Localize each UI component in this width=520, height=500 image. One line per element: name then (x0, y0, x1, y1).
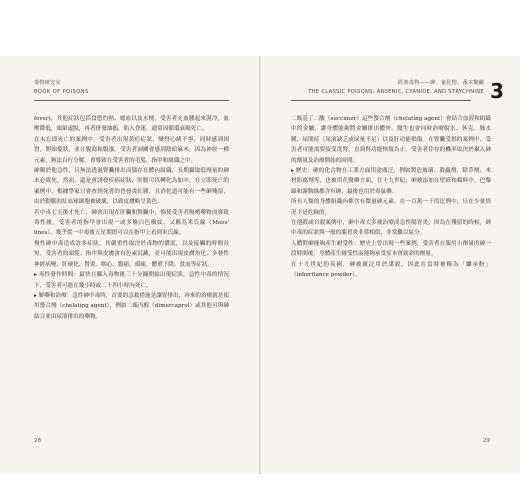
body-text (291, 114, 491, 281)
body-text (34, 114, 229, 322)
paragraph: 若中毒七天後才死亡，砷會出現在肝臟和腎臟中，倘使受害者吸嗜藥物而導致毒性後，受害者的指甲會出現一或多條白色橫紋，又稱為米氏線（Mees' lines）。幾乎從一中毒後五星期即可以在指甲上看到米氏線。 (34, 209, 229, 237)
paragraph: 慢性砷中毒造成許多症狀，其嚴重性取決於毒物的濃度，以及接觸的時間長短。受害者的頭髮、指甲與皮膚會有色素沉澱，並可能出現皮膚角化、多發性神經病變、肝硬化、腎炎、咽心、腹痛、頭痛、體重下降、貧血等症狀。 (34, 240, 229, 268)
paragraph: ▸ 毒性發作時間：最快在攝入毒物後三十分鐘開始出現症狀，急性中毒的情況下，受害者可能在幾小時或二十四小時內死亡。 (34, 272, 229, 289)
left-page (0, 56, 259, 474)
right-page (261, 56, 520, 474)
paragraph: 所有人類的身體組織內都含有微量砷元素，在一百萬一千的比例中，只在少量情況下是危險的。 (291, 199, 491, 216)
running-header-zh: 經典毒物——砷、氰化物、番木鱉鹼 (397, 80, 484, 86)
paragraph: 在十九世紀的英國，砷被廣泛用於謀殺，因此在當時被稱為「繼承粉」（inheritance powder）。 (291, 261, 491, 279)
paragraph: 在未忘即死亡的案例中，受害者出現黃疸症狀，變得心緒不寧，同時感到困窘，開始憂狀，並且腹瀉和腹漲。受害者洞關會感到陰暗麻木，因為神經一種元素，無法自行分解。會導致在受害者的毛髮、指甲和組織之中。 (34, 136, 229, 164)
paragraph: 在他殺或自殺案例中，砷中毒大多被治療成急性腸胃炎，因為在殘留的時候，砷中毒的症狀與一般的腸胃炎非常相似，非常難以區分。 (291, 220, 491, 237)
running-header-zh: 毒物研究室 (34, 80, 61, 86)
paragraph: ▸ 解藥和治療：急性砷中毒時，首要的急救措施是讓胃排出，再來的治療就是使用螯合劑（chelating agent），例如二巰丙醇（dimercaprol）或其他可與砷結合並由尿液排出的藥物。 (34, 292, 229, 320)
paragraph: fever)，其他症狀包括食慾灼熱、噁血以及水梗。受害者充血腫起來濕冷，血壓降低，頭暈虛脫，再者併發抽搐，陷入昏迷，通常因循環衰竭死亡。 (34, 116, 229, 133)
paragraph: 二巰基丁二酸（succimer）這些螯合劑（chelating agent）會結合血液和組織中的金屬，讓身體能夠將金屬排出體外。醫生也會同時治療脫水、休克、肺水腫，尿閉症（尿液缺乏或尿量不足）以及肝功能損傷。在腎臟受損的案例中，受害者可能需要接受洗腎，直到腎功能恢復為止。受害者倖存的機率取決於攝入砷的劑量及治療開始的時間。 (291, 116, 491, 164)
chapter-number: 3 (490, 79, 504, 103)
running-header-en: BOOK OF POISONS (34, 89, 89, 95)
paragraph: 砷曝於他急性，且無法透過腎臟排出而儲存在體內組織，長期攝取低劑量的砷未必致死，然而，還是會誘發疾病症狀，肝膽可以轉化為如中，在立即死亡的案例中，根據學家只會查到死者的胃發炎紅腫，且消化道可能有一些砷殘留，由於動脈的紅血球細胞被破壞，以致皮膚略呈黃色。 (34, 168, 229, 206)
page-number: 29 (482, 438, 490, 444)
page-number: 28 (34, 438, 42, 444)
header-rule (291, 100, 471, 101)
running-header-en: THE CLASSIC POISONS: ARSENIC, CYANIDE, AND STRYCHNINE (308, 89, 484, 95)
paragraph: ▸ 歷史：砷的化合物在工業方面用途廣泛，例如製造玻璃、殺蟲劑、除草劑、木材防腐劑等，也被用在醫藥方面。在十九世紀，砷被添加在壁紙和顏料中，巴黎綠和謝勒綠都含有砷，最後也用於毒鼠藥。 (291, 168, 491, 195)
paragraph: 人體對砷能夠產生耐受性：歷史上曾出現一些案例，受害者在服用小劑量的砷一段時間後，身體產生耐受性而能夠承受原本會致命的劑量。 (291, 240, 491, 258)
header-rule (34, 100, 229, 101)
